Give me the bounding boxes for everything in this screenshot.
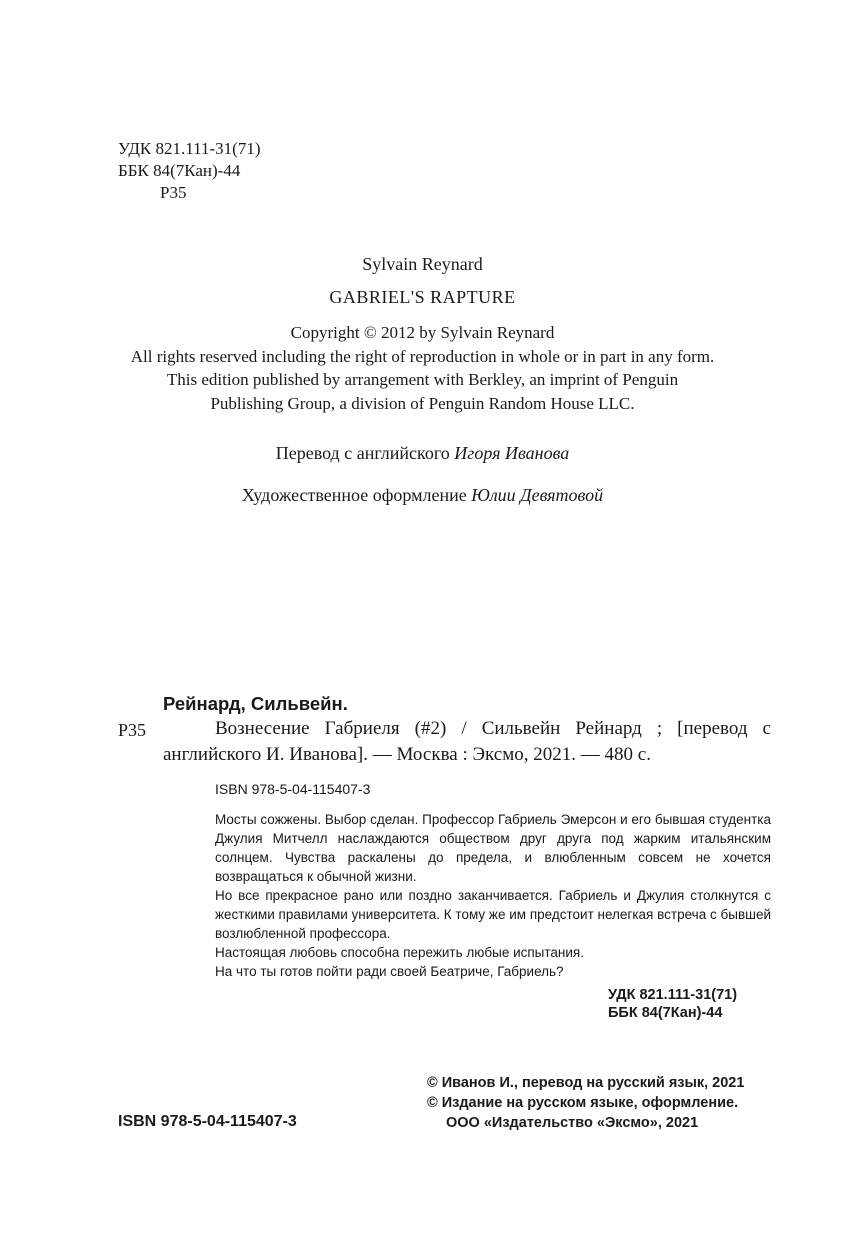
design-prefix: Художественное оформление <box>241 485 467 505</box>
design-credit <box>0 484 845 506</box>
annotation-paragraph: Настоящая любовь способна пережить любые испытания. <box>215 945 584 960</box>
translation-credit <box>0 442 845 464</box>
footer-copyright-line: © Издание на русском языке, оформление. <box>427 1095 739 1111</box>
catalog-description-line-1: Вознесение Габриеля (#2) / Сильвейн Рейнард ; [перевод с <box>215 718 771 739</box>
copyright-line: This edition published by arrangement with Berkley, an imprint of Penguin <box>166 370 679 389</box>
footer-isbn: ISBN 978-5-04-115407-3 <box>118 1113 297 1130</box>
annotation <box>215 810 771 981</box>
annotation-paragraph: Но все прекрасное рано или поздно заканчивается. Габриель и Джулия столкнутся с жесткими правилами университета. К тому же им предстоит нелегкая встреча с бывшей возлюбленной профессора. <box>215 888 771 941</box>
footer-copyright-line: © Иванов И., перевод на русский язык, 2021 <box>427 1075 745 1091</box>
top-bbk-code: ББК 84(7Кан)-44 <box>118 161 241 180</box>
catalog-mark: Р35 <box>118 720 147 740</box>
copyright-line: Copyright © 2012 by Sylvain Reynard <box>290 323 555 342</box>
original-copyright-block <box>0 321 845 415</box>
annotation-paragraph: На что ты готов пойти ради своей Беатриче, Габриель? <box>215 964 564 979</box>
catalog-isbn: ISBN 978-5-04-115407-3 <box>215 781 371 797</box>
translator-name: Игоря Иванова <box>454 443 570 463</box>
designer-name: Юлии Девятовой <box>471 485 604 505</box>
original-title: GABRIEL'S RAPTURE <box>329 287 516 307</box>
bottom-udk-code: УДК 821.111-31(71) <box>608 987 738 1003</box>
catalog-heading: Рейнард, Сильвейн. <box>163 693 348 714</box>
original-author: Sylvain Reynard <box>362 254 483 274</box>
bottom-bbk-code: ББК 84(7Кан)-44 <box>608 1005 723 1021</box>
catalog-description-line-2: английского И. Иванова]. — Москва : Эксмо, 2021. — 480 с. <box>163 744 651 765</box>
annotation-paragraph: Мосты сожжены. Выбор сделан. Профессор Габриель Эмерсон и его бывшая студентка Джулия Митчелл наслаждаются обществом друг друга под жарким итальянским солнцем. Чувства раскалены до предела, и влюбленным совсем не хочется возвращаться к обычной жизни. <box>215 812 771 884</box>
copyright-line: Publishing Group, a division of Penguin Random House LLC. <box>210 393 635 413</box>
footer-copyright-line: ООО «Издательство «Эксмо», 2021 <box>446 1115 699 1131</box>
translation-prefix: Перевод с английского <box>275 443 450 463</box>
top-author-mark: Р35 <box>160 183 187 202</box>
copyright-line: All rights reserved including the right of reproduction in whole or in part in any form. <box>130 346 715 366</box>
top-udk-code: УДК 821.111-31(71) <box>118 139 261 158</box>
